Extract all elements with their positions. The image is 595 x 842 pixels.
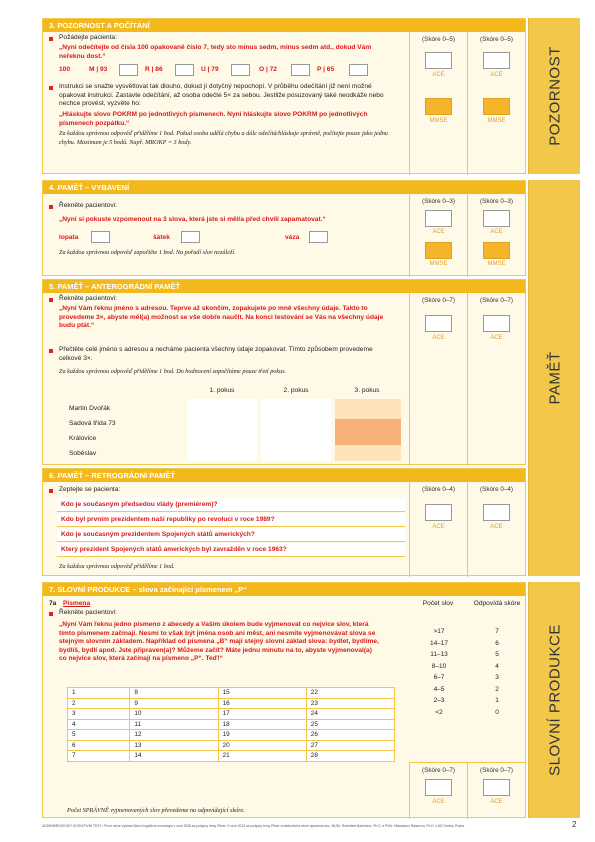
- section-title: 7. SLOVNÍ PRODUKCE – slova začínající písmenem „P“: [43, 583, 525, 596]
- word-count-range: 11–13: [430, 651, 448, 659]
- score-range: (Skóre 0–7): [422, 297, 455, 304]
- word-grid-row: [68, 688, 395, 699]
- word-grid-cell[interactable]: 5: [68, 730, 130, 741]
- subsection-number: 7a: [49, 600, 57, 607]
- word-grid-cell[interactable]: 24: [306, 709, 394, 720]
- score-range: (Skóre 0–7): [422, 767, 455, 774]
- word-count-range: 8–10: [431, 662, 447, 670]
- word-grid-cell[interactable]: 28: [306, 751, 394, 762]
- word-label: šátek: [153, 234, 170, 241]
- score-column-ace: [467, 762, 525, 819]
- section-title: 6. PAMĚŤ – RETROGRÁDNÍ PAMĚŤ: [43, 469, 525, 482]
- word-count-range: >17: [433, 628, 445, 636]
- conversion-row: [409, 661, 525, 673]
- word-count-range: 2–3: [433, 697, 445, 705]
- scoring-note: Za každou správnou odpověď přidělíme 1 bod. Do hodnocení započítáme pouze třetí pokus.: [59, 368, 287, 375]
- bullet-icon: [49, 349, 53, 353]
- word-grid-cell[interactable]: 13: [130, 740, 218, 751]
- word-grid-cell[interactable]: 15: [218, 688, 306, 699]
- sidebar-pozornost: [528, 18, 580, 174]
- word-grid-cell[interactable]: 6: [68, 740, 130, 751]
- mmse-caption: MMSE: [429, 118, 448, 124]
- word-grid-row: [68, 740, 395, 751]
- score-column-ace: [467, 293, 525, 466]
- bullet-icon: [49, 86, 53, 90]
- word-count-range: 6–7: [433, 674, 445, 682]
- ace-caption: ACE: [490, 335, 503, 341]
- word-grid-cell[interactable]: 18: [218, 719, 306, 730]
- instruction-ask: Řekněte pacientovi:: [59, 295, 117, 302]
- page-number: 2: [572, 820, 577, 829]
- word-grid-cell[interactable]: 2: [68, 698, 130, 709]
- word-grid-cell[interactable]: 1: [68, 688, 130, 699]
- section-anterograde-memory: [42, 279, 526, 465]
- word-grid-row: [68, 698, 395, 709]
- word-input[interactable]: [309, 231, 328, 243]
- score-range: (Skóre 0–5): [480, 36, 513, 43]
- chain-item: U | 79: [201, 66, 219, 73]
- chain-input[interactable]: [119, 64, 138, 76]
- trial-column-2[interactable]: [261, 399, 331, 461]
- word-grid-row: [68, 719, 395, 730]
- scoring-note: Počet SPRÁVNĚ vyjmenovaných slov převedeme na odpovídající skóre.: [67, 807, 245, 814]
- trial-header: 3. pokus: [354, 387, 380, 394]
- instruction-quote: „Nyní si pokuste vzpomenout na 3 slova, která jste si měl/a před chvílí zapamatovat.“: [59, 216, 326, 223]
- mmse-caption: MMSE: [487, 118, 506, 124]
- ace-caption: ACE: [432, 799, 445, 805]
- conversion-row: [409, 684, 525, 696]
- corresponding-score: 5: [495, 651, 499, 659]
- chain-item: M | 93: [89, 66, 108, 73]
- sidebar-label: POZORNOST: [546, 46, 563, 146]
- bullet-icon: [49, 489, 53, 493]
- address-line: Martin Dvořák: [69, 405, 111, 412]
- score-range: (Skóre 0–3): [422, 198, 455, 205]
- chain-item: R | 86: [145, 66, 163, 73]
- trial-header: 2. pokus: [283, 387, 309, 394]
- score-range: (Skóre 0–4): [480, 486, 513, 493]
- score-column-ace: [467, 32, 525, 175]
- section-verbal-fluency: [42, 582, 526, 818]
- section-title: 4. PAMĚŤ – VYBAVENÍ: [43, 181, 525, 194]
- ace-score-input[interactable]: [483, 504, 510, 521]
- question-text: Kdo byl prvním prezidentem naší republiky po revoluci v roce 1989?: [61, 516, 275, 523]
- question-row[interactable]: [57, 543, 405, 557]
- score-range: (Skóre 0–3): [480, 198, 513, 205]
- score-column-ace: [409, 762, 467, 819]
- ace-score-input[interactable]: [425, 52, 452, 69]
- ace-caption: ACE: [490, 524, 503, 530]
- conversion-table: [409, 596, 525, 762]
- word-grid-cell[interactable]: 27: [306, 740, 394, 751]
- bullet-icon: [49, 298, 53, 302]
- word-grid-cell[interactable]: 22: [306, 688, 394, 699]
- ace-score-input[interactable]: [425, 779, 452, 796]
- word-grid-cell[interactable]: 17: [218, 709, 306, 720]
- word-grid-cell[interactable]: 14: [130, 751, 218, 762]
- score-column-ace: [409, 482, 467, 577]
- word-grid-row: [68, 730, 395, 741]
- footer-credit: ADDENBROOKSKÝ KOGNITIVNÍ TEST • První verze vydána Sekcí kognitivní neurologie v roce 2008 za podpory firmy Pfizer. V roce 2010 za podpory firmy Pfizer vznikla druhá verze upravená doc. MUDr. Robertem Bartošem, Ph.D. a PhDr. Miloslavou Raisovou, Ph.D. z AD Centra, Praha.: [42, 824, 465, 828]
- section-attention: [42, 18, 526, 174]
- score-column-ace: [409, 194, 467, 277]
- scoring-note: Za každou správnou odpověď započtěte 1 bod. Na pořadí slov nezáleží.: [59, 249, 236, 256]
- conversion-row: [409, 626, 525, 638]
- ace-caption: ACE: [490, 799, 503, 805]
- corresponding-score: 1: [495, 697, 499, 705]
- conversion-row: [409, 649, 525, 661]
- mmse-score-input[interactable]: [483, 242, 510, 259]
- ace-score-input[interactable]: [483, 210, 510, 227]
- sidebar-slovni-produkce: [528, 582, 580, 818]
- subtraction-chain: [59, 64, 399, 78]
- section-title: 5. PAMĚŤ – ANTEROGRÁDNÍ PAMĚŤ: [43, 280, 525, 293]
- section-retrograde-memory: [42, 468, 526, 576]
- ace-caption: ACE: [432, 335, 445, 341]
- chain-input[interactable]: [231, 64, 250, 76]
- address-line: Soběslav: [69, 450, 97, 457]
- word-count-range: 4–5: [433, 685, 445, 693]
- instruction-ask: Řekněte pacientovi:: [59, 202, 117, 209]
- trial-column-1[interactable]: [187, 399, 257, 461]
- word-input[interactable]: [181, 231, 200, 243]
- subsection-title: Písmena: [63, 600, 91, 607]
- ace-caption: ACE: [490, 229, 503, 235]
- word-grid-cell[interactable]: 23: [306, 698, 394, 709]
- question-text: Kdo je současným předsedou vlády (premiérem)?: [61, 501, 218, 508]
- bullet-icon: [49, 205, 53, 209]
- ace-score-input[interactable]: [425, 210, 452, 227]
- word-grid: [67, 687, 395, 762]
- score-range: (Skóre 0–4): [422, 486, 455, 493]
- trial-table: [65, 385, 401, 465]
- word-grid-cell[interactable]: 26: [306, 730, 394, 741]
- mmse-score-input[interactable]: [425, 98, 452, 115]
- trial-highlight: [335, 419, 401, 445]
- question-row[interactable]: [57, 528, 405, 542]
- section-title: 3. POZORNOST A POČÍTÁNÍ: [43, 19, 525, 32]
- question-text: Který prezident Spojených států amerických byl zavražděn v roce 1963?: [61, 546, 287, 553]
- word-count-range: <2: [435, 708, 443, 716]
- score-range: (Skóre 0–7): [480, 297, 513, 304]
- bullet-icon: [49, 37, 53, 41]
- score-column-ace: [409, 32, 467, 175]
- word-grid-cell[interactable]: 21: [218, 751, 306, 762]
- corresponding-score: 4: [495, 662, 499, 670]
- instruction-quote: „Nyní Vám řeknu jméno s adresou. Teprve až skončím, zopakujete po mně všechny údaje. Takto to provedeme 3×, abyste měl(a) možnost se vše dobře naučit. Na konci testování se Vás na všechny údaje budu ptát.“: [59, 305, 384, 329]
- address-line: Královice: [69, 435, 97, 442]
- bullet-icon: [49, 612, 53, 616]
- score-range: (Skóre 0–7): [480, 767, 513, 774]
- word-grid-cell[interactable]: 9: [130, 698, 218, 709]
- instruction-text: Přečtěte celé jméno s adresou a necháme pacienta všechny údaje zopakovat. Tímto způsobem provedeme celkově 3×.: [59, 346, 373, 362]
- question-text: Kdo je současným prezidentem Spojených států amerických?: [61, 531, 255, 538]
- instruction-quote: „Nyní Vám řeknu jedno písmeno z abecedy a Vaším úkolem bude vyjmenovat co nejvíce slov, která tímto písmenem začínají. Nesmí to však být jména osob ani měst, ani nesmíte vyjmenovávat slova se stejným slovním základem. Například od písmena „B“ mají stejný slovní základ slova: bydlet, bydlíme, bydlíš, bydlí apod. Jste připraven(a)? Můžeme začít? Máte jednu minutu na to, abyste vyjmenoval(a) co nejvíce slov, která začínají na písmeno „P“. Teď!“: [59, 621, 379, 662]
- corresponding-score: 6: [495, 639, 499, 647]
- word-grid-row: [68, 751, 395, 762]
- word-grid-cell[interactable]: 20: [218, 740, 306, 751]
- ace-caption: ACE: [432, 229, 445, 235]
- ace-caption: ACE: [490, 72, 503, 78]
- chain-start: 100: [59, 66, 71, 73]
- sidebar-label: PAMĚŤ: [546, 351, 563, 405]
- word-count-range: 14–17: [429, 639, 449, 647]
- word-input[interactable]: [91, 231, 110, 243]
- word-label: lopata: [59, 234, 79, 241]
- word-grid-cell[interactable]: 16: [218, 698, 306, 709]
- ace-score-input[interactable]: [483, 779, 510, 796]
- mmse-score-input[interactable]: [483, 98, 510, 115]
- question-row[interactable]: [57, 498, 405, 512]
- chain-input[interactable]: [349, 64, 368, 76]
- ace-score-input[interactable]: [425, 315, 452, 332]
- conversion-row: [409, 638, 525, 650]
- instruction-ask: Požádejte pacienta:: [59, 34, 117, 41]
- conversion-row: [409, 695, 525, 707]
- scoring-note: Za každou správnou odpověď přidělíme 1 bod.: [59, 563, 175, 570]
- word-grid-cell[interactable]: 10: [130, 709, 218, 720]
- chain-item: O | 72: [259, 66, 277, 73]
- word-grid-row: [68, 709, 395, 720]
- score-column-ace: [467, 194, 525, 277]
- word-grid-cell[interactable]: 11: [130, 719, 218, 730]
- instruction-quote: „Hláskujte slovo POKRM po jednotlivých písmenech. Nyní hláskujte slovo POKRM po jednotlivých písmenech pozpátku.“: [59, 111, 368, 127]
- word-grid-cell[interactable]: 19: [218, 730, 306, 741]
- conversion-header: Odpovídá skóre: [473, 600, 521, 607]
- mmse-score-input[interactable]: [425, 242, 452, 259]
- mmse-caption: MMSE: [487, 261, 506, 267]
- conversion-row: [409, 707, 525, 719]
- ace-caption: ACE: [432, 524, 445, 530]
- corresponding-score: 2: [495, 685, 499, 693]
- sidebar-pamet: [528, 180, 580, 576]
- conversion-header: Počet slov: [422, 600, 454, 607]
- word-grid-cell[interactable]: 3: [68, 709, 130, 720]
- chain-input[interactable]: [175, 64, 194, 76]
- ace-score-input[interactable]: [483, 315, 510, 332]
- mmse-caption: MMSE: [429, 261, 448, 267]
- chain-input[interactable]: [291, 64, 310, 76]
- instruction-ask: Řekněte pacientovi:: [59, 609, 117, 616]
- word-grid-cell[interactable]: 7: [68, 751, 130, 762]
- section-memory-recall: [42, 180, 526, 276]
- ace-score-input[interactable]: [425, 504, 452, 521]
- word-grid-cell[interactable]: 4: [68, 719, 130, 730]
- word-grid-cell[interactable]: 25: [306, 719, 394, 730]
- conversion-row: [409, 672, 525, 684]
- address-line: Sadová třída 73: [69, 420, 116, 427]
- scoring-note: Za každou správnou odpověď přidělíme 1 bod. Pokud osoba udělá chybu a dále odečítá/hláskuje správně, počítejte pouze jako jednu chybu. Maximum je 5 bodů. Např. MROKP = 3 body.: [59, 130, 388, 146]
- score-column-ace: [409, 293, 467, 466]
- ace-caption: ACE: [432, 72, 445, 78]
- chain-item: P | 65: [317, 66, 335, 73]
- instruction-quote: „Nyní odečítejte od čísla 100 opakovaně číslo 7, tedy sto mínus sedm, mínus sedm atd., dokud Vám neřeknu dost.“: [59, 44, 372, 60]
- corresponding-score: 0: [495, 708, 499, 716]
- trial-header: 1. pokus: [209, 387, 235, 394]
- ace-score-input[interactable]: [483, 52, 510, 69]
- score-column-ace: [467, 482, 525, 577]
- instruction-text: Instrukci se snažte vysvětlovat tak dlouho, dokud jí dotyčný nepochopí. V průběhu odečítání již není možné opakovat instrukci. Zastavte odečítání, až osoba odečte 5× za sebou. Jestliže posuzovaný také neodkáže nebo nechce provést, vyzvěte ho:: [59, 83, 384, 107]
- question-row[interactable]: [57, 513, 405, 527]
- word-grid-cell[interactable]: 8: [130, 688, 218, 699]
- sidebar-label: SLOVNÍ PRODUKCE: [546, 624, 563, 776]
- word-grid-cell[interactable]: 12: [130, 730, 218, 741]
- score-range: (Skóre 0–5): [422, 36, 455, 43]
- word-label: váza: [285, 234, 300, 241]
- corresponding-score: 3: [495, 674, 499, 682]
- instruction-ask: Zeptejte se pacienta:: [59, 486, 121, 493]
- corresponding-score: 7: [495, 628, 499, 636]
